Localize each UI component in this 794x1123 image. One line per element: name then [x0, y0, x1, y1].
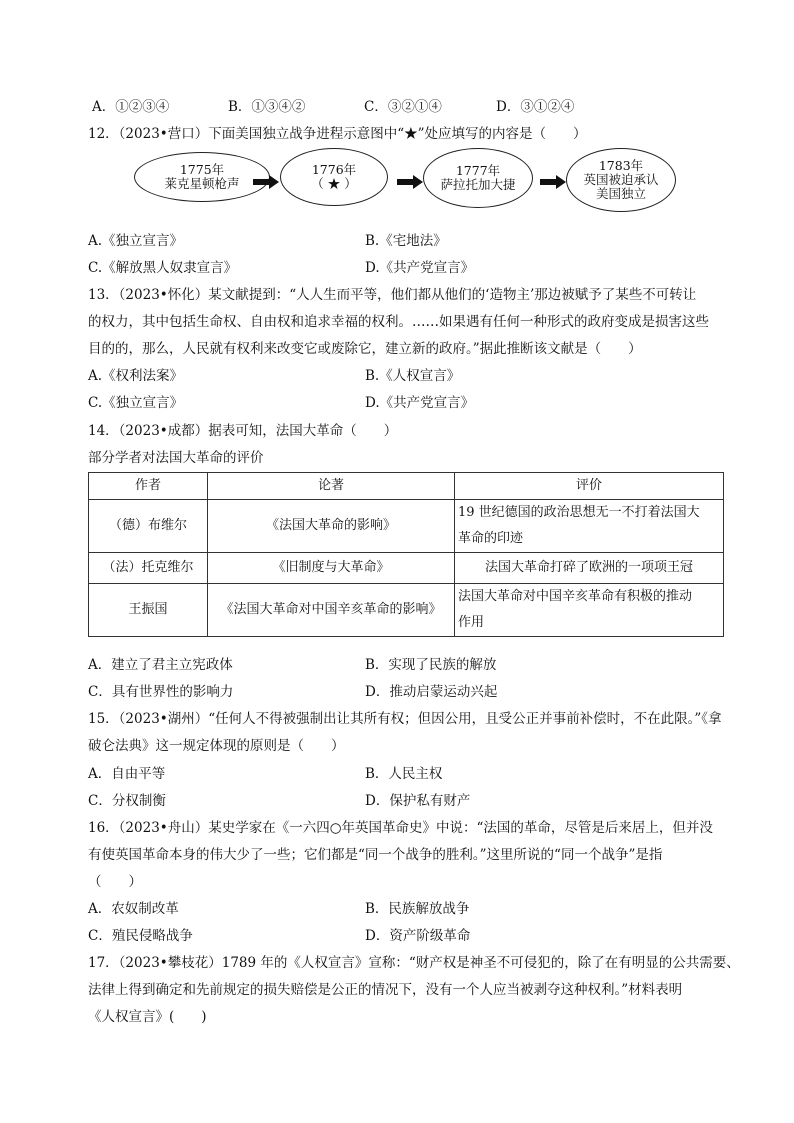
cell-author: 王振国: [89, 584, 208, 637]
eval-line: 19 世纪德国的政治思想无一不打着法国大: [458, 505, 700, 520]
q14-option-c: C．具有世界性的影响力: [88, 684, 234, 700]
q13-stem-line2: 的权力，其中包括生命权、自由权和追求幸福的权利。……如果遇有任何一种形式的政府变成是损害这些: [88, 314, 709, 330]
node-star-blank: （ ★ ）: [311, 176, 357, 191]
q14-option-d: D．推动启蒙运动兴起: [365, 684, 498, 700]
q15-option-b: B．人民主权: [365, 766, 443, 782]
q11-option-a: A．①②③④: [92, 99, 170, 115]
cell-evaluation: [455, 500, 724, 553]
node-year: 1783年: [598, 158, 644, 173]
q15-stem-line1: 15．（2023•湖州）“任何人不得被强制出让其所有权；但因公用，且受公正并事前补偿时，不在此限。”《拿: [88, 711, 722, 727]
q12-option-c: C.《解放黑人奴隶宣言》: [88, 260, 238, 276]
q13-stem-line1: 13．（2023•怀化）某文献提到：“人人生而平等，他们都从他们的‘造物主’那边被赋予了某些不可转让: [88, 287, 697, 303]
cell-author: （法）托克维尔: [89, 553, 208, 584]
q14-stem: 14．（2023•成都）据表可知，法国大革命（ ）: [88, 423, 398, 439]
diagram-node-1775: [134, 152, 270, 202]
q15-stem-line2: 破仑法典》这一规定体现的原则是（ ）: [88, 738, 345, 754]
arrow-right-icon: [253, 175, 279, 189]
node-event: 萨拉托加大捷: [440, 177, 516, 192]
diagram-node-1777: [423, 148, 533, 208]
evaluation-table: [88, 472, 724, 637]
q14-table-title: 部分学者对法国大革命的评价: [88, 450, 264, 466]
node-year: 1777年: [455, 163, 501, 178]
node-year: 1776年: [311, 162, 357, 177]
q11-option-d: D．③①②④: [496, 99, 575, 115]
q16-option-a: A．农奴制改革: [88, 901, 179, 917]
q14-option-a: A．建立了君主立宪政体: [88, 657, 233, 673]
q16-stem-line2: 有使英国革命本身的伟大少了一些；它们都是“同一个战争的胜利。”这里所说的“同一个战争”是指: [88, 847, 663, 863]
q17-stem-line1: 17．（2023•攀枝花）1789 年的《人权宣言》宣称：“财产权是神圣不可侵犯的，除了在有明显的公共需要、: [88, 955, 740, 971]
arrow-right-icon: [397, 175, 423, 189]
diagram-node-1783: [566, 148, 676, 212]
diagram-node-1776: [280, 148, 388, 206]
q14-option-b: B．实现了民族的解放: [365, 657, 497, 673]
q16-option-b: B．民族解放战争: [365, 901, 470, 917]
arrow-right-icon: [540, 175, 566, 189]
q15-option-d: D．保护私有财产: [365, 793, 471, 809]
q17-stem-line2: 法律上得到确定和先前规定的损失赔偿是公正的情况下，没有一个人应当被剥夺这种权利。”材料表明: [88, 982, 683, 998]
table-row: [89, 500, 724, 553]
q12-option-d: D.《共产党宣言》: [365, 260, 475, 276]
q13-option-c: C.《独立宣言》: [88, 395, 184, 411]
table-row: [89, 584, 724, 637]
q16-option-d: D．资产阶级革命: [365, 928, 471, 944]
header-evaluation: 评价: [455, 473, 724, 500]
q13-option-a: A.《权利法案》: [88, 368, 184, 384]
cell-work: 《法国大革命对中国辛亥革命的影响》: [208, 584, 455, 637]
node-event-cont: 美国独立: [595, 186, 646, 201]
q16-stem-line3: （ ）: [88, 874, 142, 890]
node-event: 莱克星顿枪声: [164, 176, 240, 191]
cell-author: （德）布维尔: [89, 500, 208, 553]
q13-option-d: D.《共产党宣言》: [365, 395, 475, 411]
q13-stem-line3: 目的的，那么，人民就有权利来改变它或废除它，建立新的政府。”据此推断该文献是（ ）: [88, 341, 642, 357]
cell-work: 《法国大革命的影响》: [208, 500, 455, 553]
q15-option-a: A．自由平等: [88, 766, 166, 782]
q17-stem-line3: 《人权宣言》( ): [88, 1009, 207, 1025]
cell-evaluation: 法国大革命打碎了欧洲的一项项王冠: [455, 553, 724, 584]
q16-stem-line1: 16．（2023•舟山）某史学家在《一六四○年英国革命史》中说：“法国的革命，尽管是后来居上，但并没: [88, 820, 713, 836]
q15-option-c: C．分权制衡: [88, 793, 166, 809]
header-work: 论著: [208, 473, 455, 500]
eval-line: 作用: [458, 615, 485, 630]
eval-line: 革命的印迹: [458, 531, 524, 546]
node-year: 1775年: [179, 162, 225, 177]
q12-option-b: B.《宅地法》: [365, 233, 447, 249]
q13-option-b: B.《人权宣言》: [365, 368, 461, 384]
q11-option-b: B．①③④②: [228, 99, 306, 115]
q16-option-c: C．殖民侵略战争: [88, 928, 193, 944]
q11-option-c: C．③②①④: [364, 99, 442, 115]
table-row: [89, 553, 724, 584]
node-event: 英国被迫承认: [583, 172, 659, 187]
cell-evaluation: [455, 584, 724, 637]
table-header-row: [89, 473, 724, 500]
q12-stem: 12．（2023•营口）下面美国独立战争进程示意图中“★”处应填写的内容是（ ）: [88, 126, 587, 142]
cell-work: 《旧制度与大革命》: [208, 553, 455, 584]
header-author: 作者: [89, 473, 208, 500]
eval-line: 法国大革命对中国辛亥革命有积极的推动: [458, 589, 693, 604]
q12-option-a: A.《独立宣言》: [88, 233, 184, 249]
